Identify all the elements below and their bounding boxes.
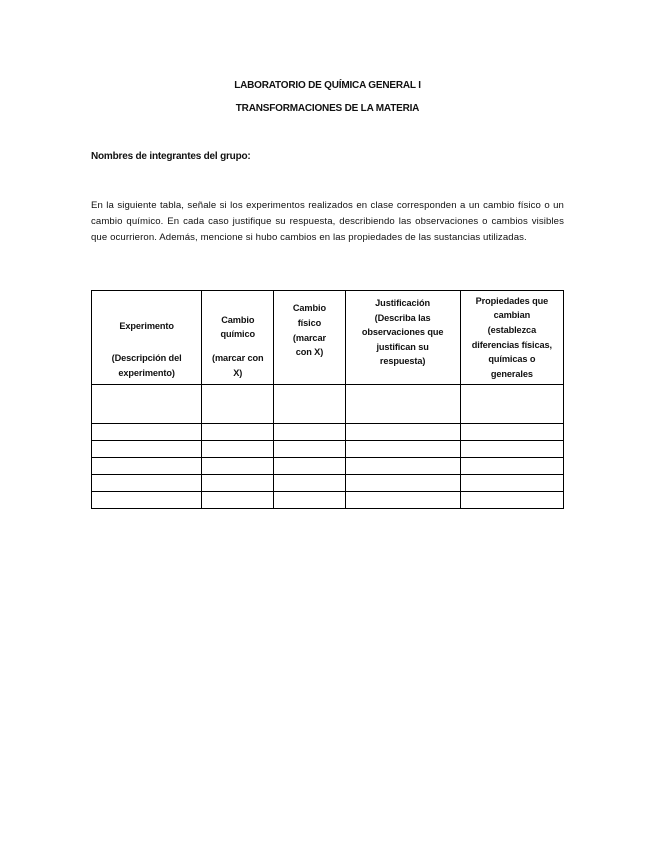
header-experiment-desc-line2: experimento) bbox=[118, 367, 175, 378]
header-properties-line1: Propiedades que bbox=[475, 295, 549, 306]
header-properties-line5: químicas o bbox=[488, 354, 536, 365]
table-header-row bbox=[92, 291, 564, 385]
header-physical-line1: Cambio bbox=[292, 303, 326, 314]
header-chemical-change bbox=[202, 291, 274, 385]
header-physical-change bbox=[274, 291, 345, 385]
header-justification-line3: observaciones que bbox=[361, 327, 444, 338]
header-chemical-line2: químico bbox=[220, 329, 256, 340]
header-justification-line5: respuesta) bbox=[379, 356, 426, 367]
cell-justification[interactable] bbox=[345, 441, 460, 458]
experiments-table bbox=[91, 290, 564, 509]
cell-properties[interactable] bbox=[460, 475, 563, 492]
header-justification bbox=[345, 291, 460, 385]
header-justification-line1: Justificación bbox=[375, 298, 431, 309]
cell-experiment[interactable] bbox=[92, 424, 202, 441]
table-row bbox=[92, 458, 564, 475]
cell-justification[interactable] bbox=[345, 458, 460, 475]
header-properties-line6: generales bbox=[490, 368, 533, 379]
cell-justification[interactable] bbox=[345, 475, 460, 492]
cell-chemical-mark[interactable] bbox=[202, 458, 274, 475]
cell-physical-mark[interactable] bbox=[274, 441, 345, 458]
cell-properties[interactable] bbox=[460, 492, 563, 509]
cell-physical-mark[interactable] bbox=[274, 475, 345, 492]
table-row bbox=[92, 441, 564, 458]
cell-justification[interactable] bbox=[345, 424, 460, 441]
cell-chemical-mark[interactable] bbox=[202, 492, 274, 509]
header-properties bbox=[460, 291, 563, 385]
cell-experiment[interactable] bbox=[92, 458, 202, 475]
cell-experiment[interactable] bbox=[92, 492, 202, 509]
header-chemical-line1: Cambio bbox=[221, 314, 255, 325]
cell-chemical-mark[interactable] bbox=[202, 475, 274, 492]
table-row bbox=[92, 385, 564, 424]
cell-properties[interactable] bbox=[460, 458, 563, 475]
header-properties-line4: diferencias físicas, bbox=[471, 339, 552, 350]
header-experiment-desc-line1: (Descripción del bbox=[111, 353, 182, 364]
header-properties-line3: (establezca bbox=[487, 324, 537, 335]
cell-properties[interactable] bbox=[460, 385, 563, 424]
cell-justification[interactable] bbox=[345, 492, 460, 509]
instructions-paragraph: En la siguiente tabla, señale si los experimentos realizados en clase corresponden a un cambio físico o un cambio químico. En cada caso justifique su respuesta, describiendo las observaciones o cambios visibles que ocurrieron. Además, mencione si hubo cambios en las propiedades de las sustancias utilizadas. bbox=[91, 200, 564, 244]
cell-experiment[interactable] bbox=[92, 441, 202, 458]
group-names-label: Nombres de integrantes del grupo: bbox=[91, 151, 251, 162]
cell-physical-mark[interactable] bbox=[274, 385, 345, 424]
cell-chemical-mark[interactable] bbox=[202, 441, 274, 458]
table-row bbox=[92, 492, 564, 509]
header-physical-line2: físico bbox=[297, 317, 322, 328]
header-physical-line3: (marcar bbox=[292, 332, 326, 343]
cell-experiment[interactable] bbox=[92, 475, 202, 492]
header-justification-line4: justifican su bbox=[376, 341, 429, 352]
header-properties-line2: cambian bbox=[493, 310, 531, 321]
cell-experiment[interactable] bbox=[92, 385, 202, 424]
header-justification-line2: (Describa las bbox=[374, 312, 431, 323]
table-row bbox=[92, 424, 564, 441]
cell-physical-mark[interactable] bbox=[274, 492, 345, 509]
cell-chemical-mark[interactable] bbox=[202, 424, 274, 441]
document-subtitle: TRANSFORMACIONES DE LA MATERIA bbox=[235, 103, 420, 114]
cell-physical-mark[interactable] bbox=[274, 458, 345, 475]
header-physical-line4: con X) bbox=[295, 347, 324, 358]
cell-physical-mark[interactable] bbox=[274, 424, 345, 441]
cell-properties[interactable] bbox=[460, 424, 563, 441]
cell-properties[interactable] bbox=[460, 441, 563, 458]
table-row bbox=[92, 475, 564, 492]
cell-chemical-mark[interactable] bbox=[202, 385, 274, 424]
cell-justification[interactable] bbox=[345, 385, 460, 424]
document-title: LABORATORIO DE QUÍMICA GENERAL I bbox=[234, 80, 421, 91]
header-chemical-mark-line2: X) bbox=[233, 367, 243, 378]
header-chemical-mark-line1: (marcar con bbox=[212, 353, 264, 364]
header-experiment-title: Experimento bbox=[119, 320, 174, 331]
header-experiment bbox=[92, 291, 202, 385]
